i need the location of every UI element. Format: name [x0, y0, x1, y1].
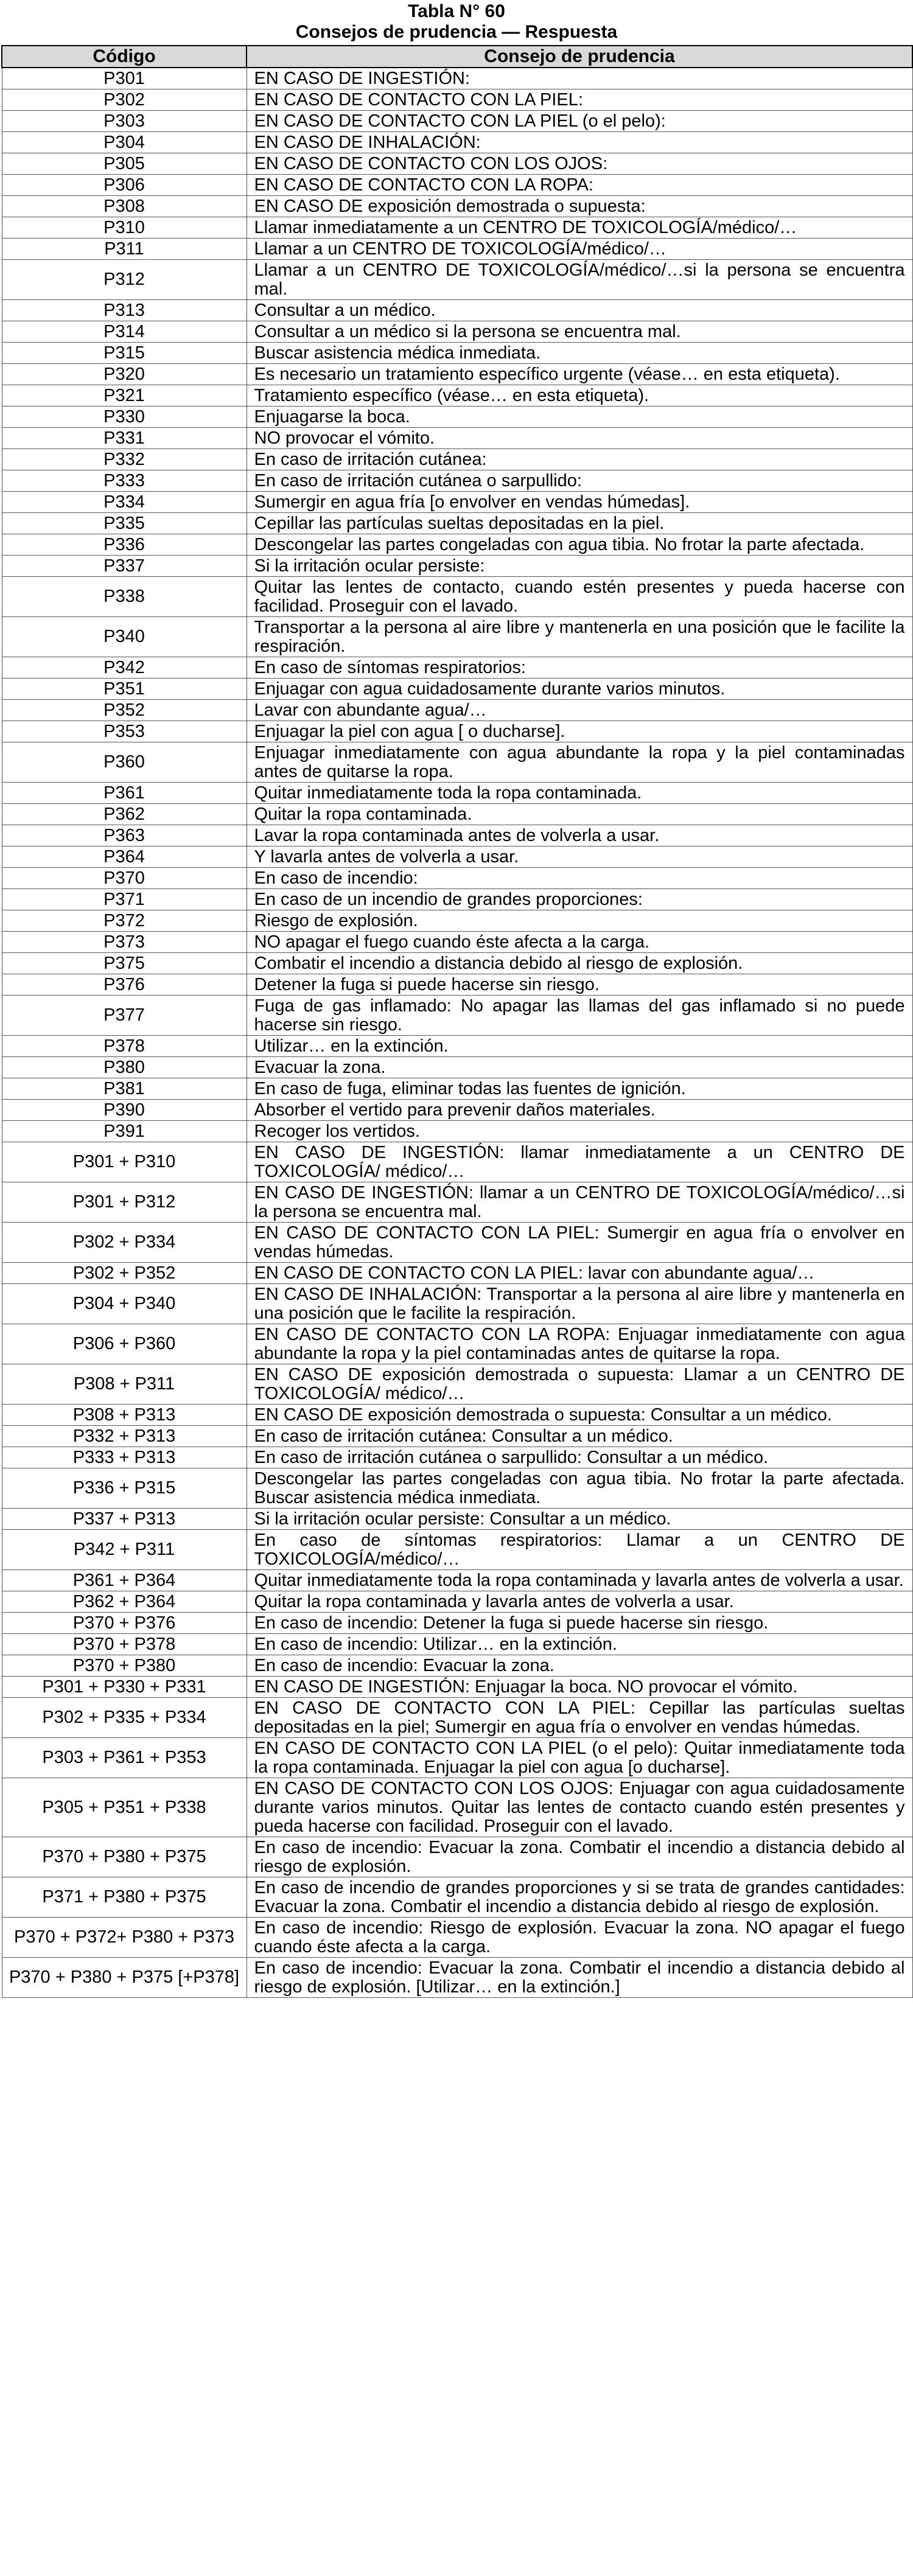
table-row	[2, 1078, 912, 1100]
table-row	[2, 1426, 912, 1447]
row-code: P372	[2, 910, 247, 932]
table-row	[2, 492, 912, 513]
table-row	[2, 700, 912, 721]
row-code: P363	[2, 825, 247, 846]
row-advice: EN CASO DE CONTACTO CON LA PIEL (o el pelo): Quitar inmediatamente toda la ropa contaminada. Enjuagar la piel con agua [o ducharse].	[247, 1738, 912, 1778]
table-row	[2, 111, 912, 132]
table-row	[2, 1738, 912, 1778]
row-advice: En caso de incendio: Riesgo de explosión. Evacuar la zona. NO apagar el fuego cuando éste afecta a la carga.	[247, 1918, 912, 1958]
row-advice: EN CASO DE INGESTIÓN: Enjuagar la boca. NO provocar el vómito.	[247, 1677, 912, 1698]
table-row	[2, 1778, 912, 1837]
row-advice: En caso de incendio: Evacuar la zona. Combatir el incendio a distancia debido al riesgo de explosión.	[247, 1837, 912, 1877]
table-row	[2, 1405, 912, 1426]
row-advice: Enjuagar la piel con agua [ o ducharse].	[247, 721, 912, 742]
row-advice: Lavar con abundante agua/…	[247, 700, 912, 721]
row-advice: EN CASO DE CONTACTO CON LA PIEL (o el pelo):	[247, 111, 912, 132]
row-code: P302 + P352	[2, 1263, 247, 1284]
row-advice: Y lavarla antes de volverla a usar.	[247, 846, 912, 868]
row-advice: En caso de síntomas respiratorios:	[247, 657, 912, 679]
table-row	[2, 300, 912, 321]
row-code: P303	[2, 111, 247, 132]
table-row	[2, 1698, 912, 1738]
row-advice: Evacuar la zona.	[247, 1057, 912, 1078]
row-advice: En caso de irritación cutánea o sarpullido: Consultar a un médico.	[247, 1447, 912, 1468]
table-row	[2, 953, 912, 974]
row-code: P373	[2, 932, 247, 953]
row-advice: Cepillar las partículas sueltas depositadas en la piel.	[247, 513, 912, 534]
row-code: P334	[2, 492, 247, 513]
table-row	[2, 1447, 912, 1468]
table-row	[2, 657, 912, 679]
table-row	[2, 868, 912, 889]
row-code: P370 + P372+ P380 + P373	[2, 1918, 247, 1958]
row-code: P370 + P378	[2, 1634, 247, 1655]
row-code: P302	[2, 89, 247, 111]
table-row	[2, 932, 912, 953]
table-row	[2, 974, 912, 996]
row-advice: Enjuagar inmediatamente con agua abundante la ropa y la piel contaminadas antes de quitarse la ropa.	[247, 742, 912, 783]
table-row	[2, 1634, 912, 1655]
table-row	[2, 556, 912, 577]
row-advice: Llamar a un CENTRO DE TOXICOLOGÍA/médico/…	[247, 239, 912, 260]
table-row	[2, 742, 912, 783]
table-row	[2, 196, 912, 217]
row-advice: EN CASO DE exposición demostrada o supuesta: Llamar a un CENTRO DE TOXICOLOGÍA/ médico/…	[247, 1364, 912, 1405]
row-code: P308	[2, 196, 247, 217]
row-advice: Quitar inmediatamente toda la ropa contaminada.	[247, 783, 912, 804]
row-advice: Quitar la ropa contaminada.	[247, 804, 912, 825]
table-row	[2, 1591, 912, 1613]
row-advice: NO provocar el vómito.	[247, 428, 912, 449]
row-advice: Quitar inmediatamente toda la ropa contaminada y lavarla antes de volverla a usar.	[247, 1570, 912, 1591]
table-row	[2, 343, 912, 364]
row-code: P371	[2, 889, 247, 910]
row-code: P330	[2, 407, 247, 428]
row-advice: Transportar a la persona al aire libre y mantenerla en una posición que le facilite la respiración.	[247, 617, 912, 657]
table-row	[2, 1182, 912, 1223]
row-code: P338	[2, 577, 247, 617]
row-advice: EN CASO DE CONTACTO CON LA PIEL: lavar con abundante agua/…	[247, 1263, 912, 1284]
table-row	[2, 577, 912, 617]
table-row	[2, 617, 912, 657]
table-row	[2, 513, 912, 534]
row-advice: Riesgo de explosión.	[247, 910, 912, 932]
row-advice: Sumergir en agua fría [o envolver en vendas húmedas].	[247, 492, 912, 513]
table-header	[2, 46, 912, 68]
row-advice: Llamar inmediatamente a un CENTRO DE TOXICOLOGÍA/médico/…	[247, 217, 912, 239]
row-advice: EN CASO DE CONTACTO CON LA ROPA: Enjuagar inmediatamente con agua abundante la ropa y la piel contaminadas antes de quitarse la ropa.	[247, 1324, 912, 1364]
row-advice: Descongelar las partes congeladas con agua tibia. No frotar la parte afectada.	[247, 534, 912, 556]
row-code: P360	[2, 742, 247, 783]
row-advice: En caso de irritación cutánea o sarpullido:	[247, 470, 912, 492]
row-code: P304 + P340	[2, 1284, 247, 1324]
table-row	[2, 910, 912, 932]
row-code: P333 + P313	[2, 1447, 247, 1468]
row-advice: Enjuagar con agua cuidadosamente durante varios minutos.	[247, 679, 912, 700]
row-code: P370	[2, 868, 247, 889]
table-row	[2, 1918, 912, 1958]
table-row	[2, 239, 912, 260]
row-code: P340	[2, 617, 247, 657]
row-advice: En caso de síntomas respiratorios: Llamar a un CENTRO DE TOXICOLOGÍA/médico/…	[247, 1530, 912, 1570]
table-row	[2, 470, 912, 492]
table-row	[2, 996, 912, 1036]
table-row	[2, 132, 912, 153]
row-code: P332 + P313	[2, 1426, 247, 1447]
table-row	[2, 68, 912, 89]
row-advice: En caso de incendio: Evacuar la zona. Combatir el incendio a distancia debido al riesgo de explosión. [Utilizar… en la extinción.]	[247, 1958, 912, 1998]
row-advice: Combatir el incendio a distancia debido al riesgo de explosión.	[247, 953, 912, 974]
table-row	[2, 1655, 912, 1677]
table-row	[2, 1121, 912, 1142]
row-advice: En caso de incendio:	[247, 868, 912, 889]
row-code: P304	[2, 132, 247, 153]
row-code: P313	[2, 300, 247, 321]
table-row	[2, 153, 912, 175]
row-code: P332	[2, 449, 247, 470]
table-row	[2, 1468, 912, 1509]
row-advice: Si la irritación ocular persiste: Consultar a un médico.	[247, 1509, 912, 1530]
row-advice: EN CASO DE INHALACIÓN:	[247, 132, 912, 153]
table-row	[2, 804, 912, 825]
row-code: P306 + P360	[2, 1324, 247, 1364]
table-row	[2, 175, 912, 196]
row-advice: En caso de incendio: Utilizar… en la extinción.	[247, 1634, 912, 1655]
row-code: P351	[2, 679, 247, 700]
table-row	[2, 321, 912, 343]
row-code: P391	[2, 1121, 247, 1142]
row-code: P362	[2, 804, 247, 825]
row-code: P310	[2, 217, 247, 239]
row-advice: EN CASO DE INGESTIÓN: llamar a un CENTRO DE TOXICOLOGÍA/médico/…si la persona se encuentra mal.	[247, 1182, 912, 1223]
row-advice: NO apagar el fuego cuando éste afecta a la carga.	[247, 932, 912, 953]
table-row	[2, 1877, 912, 1918]
table-row	[2, 825, 912, 846]
table-row	[2, 260, 912, 300]
row-code: P301	[2, 68, 247, 89]
row-code: P302 + P334	[2, 1223, 247, 1263]
table-number: Tabla N° 60	[408, 1, 505, 21]
row-advice: Consultar a un médico.	[247, 300, 912, 321]
table-row	[2, 846, 912, 868]
row-advice: EN CASO DE exposición demostrada o supuesta: Consultar a un médico.	[247, 1405, 912, 1426]
table-row	[2, 1324, 912, 1364]
table-row	[2, 428, 912, 449]
row-code: P301 + P310	[2, 1142, 247, 1182]
row-code: P375	[2, 953, 247, 974]
table-row	[2, 1284, 912, 1324]
row-code: P371 + P380 + P375	[2, 1877, 247, 1918]
row-code: P370 + P380 + P375	[2, 1837, 247, 1877]
row-advice: Descongelar las partes congeladas con agua tibia. No frotar la parte afectada. Buscar asistencia médica inmediata.	[247, 1468, 912, 1509]
row-code: P331	[2, 428, 247, 449]
row-code: P315	[2, 343, 247, 364]
row-code: P305 + P351 + P338	[2, 1778, 247, 1837]
table-row	[2, 89, 912, 111]
row-advice: En caso de irritación cutánea:	[247, 449, 912, 470]
row-code: P314	[2, 321, 247, 343]
row-advice: Si la irritación ocular persiste:	[247, 556, 912, 577]
table-row	[2, 217, 912, 239]
row-advice: En caso de fuga, eliminar todas las fuentes de ignición.	[247, 1078, 912, 1100]
row-code: P308 + P313	[2, 1405, 247, 1426]
row-code: P361 + P364	[2, 1570, 247, 1591]
table-row	[2, 1036, 912, 1057]
row-code: P377	[2, 996, 247, 1036]
row-code: P380	[2, 1057, 247, 1078]
table-row	[2, 1837, 912, 1877]
row-advice: EN CASO DE INHALACIÓN: Transportar a la persona al aire libre y mantenerla en una posición que le facilite la respiración.	[247, 1284, 912, 1324]
row-advice: Absorber el vertido para prevenir daños materiales.	[247, 1100, 912, 1121]
table-row	[2, 1142, 912, 1182]
row-advice: Quitar las lentes de contacto, cuando estén presentes y pueda hacerse con facilidad. Proseguir con el lavado.	[247, 577, 912, 617]
table-row	[2, 534, 912, 556]
table-row	[2, 407, 912, 428]
row-code: P302 + P335 + P334	[2, 1698, 247, 1738]
row-advice: Llamar a un CENTRO DE TOXICOLOGÍA/médico/…si la persona se encuentra mal.	[247, 260, 912, 300]
table-row	[2, 1263, 912, 1284]
table-row	[2, 1509, 912, 1530]
row-code: P370 + P380	[2, 1655, 247, 1677]
column-header-code: Código	[2, 46, 247, 68]
row-code: P376	[2, 974, 247, 996]
row-advice: Enjuagarse la boca.	[247, 407, 912, 428]
row-code: P361	[2, 783, 247, 804]
row-advice: En caso de incendio: Evacuar la zona.	[247, 1655, 912, 1677]
row-code: P353	[2, 721, 247, 742]
row-advice: EN CASO DE CONTACTO CON LOS OJOS: Enjuagar con agua cuidadosamente durante varios minutos. Quitar las lentes de contacto cuando estén presentes y pueda hacerse con facilidad. Proseguir con el lavado.	[247, 1778, 912, 1837]
row-advice: EN CASO DE CONTACTO CON LA ROPA:	[247, 175, 912, 196]
row-code: P305	[2, 153, 247, 175]
row-advice: Consultar a un médico si la persona se encuentra mal.	[247, 321, 912, 343]
row-advice: En caso de irritación cutánea: Consultar a un médico.	[247, 1426, 912, 1447]
table-row	[2, 1223, 912, 1263]
row-code: P336 + P315	[2, 1468, 247, 1509]
row-advice: Recoger los vertidos.	[247, 1121, 912, 1142]
row-code: P321	[2, 385, 247, 407]
table-row	[2, 1100, 912, 1121]
table-title: Consejos de prudencia — Respuesta	[295, 22, 618, 42]
table-row	[2, 889, 912, 910]
table-row	[2, 385, 912, 407]
row-advice: Detener la fuga si puede hacerse sin riesgo.	[247, 974, 912, 996]
row-code: P306	[2, 175, 247, 196]
row-advice: EN CASO DE INGESTIÓN: llamar inmediatamente a un CENTRO DE TOXICOLOGÍA/ médico/…	[247, 1142, 912, 1182]
table-row	[2, 721, 912, 742]
row-advice: Fuga de gas inflamado: No apagar las llamas del gas inflamado si no puede hacerse sin riesgo.	[247, 996, 912, 1036]
row-advice: EN CASO DE INGESTIÓN:	[247, 68, 912, 89]
row-code: P342 + P311	[2, 1530, 247, 1570]
row-advice: Es necesario un tratamiento específico urgente (véase… en esta etiqueta).	[247, 364, 912, 385]
table-row	[2, 1613, 912, 1634]
row-advice: En caso de incendio: Detener la fuga si puede hacerse sin riesgo.	[247, 1613, 912, 1634]
row-advice: EN CASO DE CONTACTO CON LA PIEL: Sumergir en agua fría o envolver en vendas húmedas.	[247, 1223, 912, 1263]
row-code: P301 + P312	[2, 1182, 247, 1223]
row-code: P364	[2, 846, 247, 868]
row-advice: Buscar asistencia médica inmediata.	[247, 343, 912, 364]
row-advice: En caso de incendio de grandes proporciones y si se trata de grandes cantidades: Evacuar la zona. Combatir el incendio a distancia debido al riesgo de explosión.	[247, 1877, 912, 1918]
row-code: P370 + P380 + P375 [+P378]	[2, 1958, 247, 1998]
row-code: P378	[2, 1036, 247, 1057]
row-code: P333	[2, 470, 247, 492]
row-advice: EN CASO DE CONTACTO CON LOS OJOS:	[247, 153, 912, 175]
table-body	[2, 68, 912, 1998]
row-code: P342	[2, 657, 247, 679]
row-advice: EN CASO DE CONTACTO CON LA PIEL:	[247, 89, 912, 111]
header-row	[2, 46, 912, 68]
row-code: P320	[2, 364, 247, 385]
row-code: P352	[2, 700, 247, 721]
column-header-advice: Consejo de prudencia	[247, 46, 912, 68]
row-code: P301 + P330 + P331	[2, 1677, 247, 1698]
row-advice: Lavar la ropa contaminada antes de volverla a usar.	[247, 825, 912, 846]
row-advice: En caso de un incendio de grandes proporciones:	[247, 889, 912, 910]
row-code: P303 + P361 + P353	[2, 1738, 247, 1778]
table-row	[2, 783, 912, 804]
table-row	[2, 449, 912, 470]
table-row	[2, 1057, 912, 1078]
row-code: P311	[2, 239, 247, 260]
row-code: P362 + P364	[2, 1591, 247, 1613]
table-row	[2, 1958, 912, 1998]
row-code: P381	[2, 1078, 247, 1100]
row-advice: EN CASO DE exposición demostrada o supuesta:	[247, 196, 912, 217]
row-code: P337	[2, 556, 247, 577]
table-row	[2, 1364, 912, 1405]
table-row	[2, 1530, 912, 1570]
row-code: P312	[2, 260, 247, 300]
table-row	[2, 679, 912, 700]
precaution-table	[1, 45, 913, 1998]
row-advice: Quitar la ropa contaminada y lavarla antes de volverla a usar.	[247, 1591, 912, 1613]
row-advice: EN CASO DE CONTACTO CON LA PIEL: Cepillar las partículas sueltas depositadas en la piel; Sumergir en agua fría o envolver en vendas húmedas.	[247, 1698, 912, 1738]
row-code: P336	[2, 534, 247, 556]
row-code: P335	[2, 513, 247, 534]
table-row	[2, 364, 912, 385]
row-code: P337 + P313	[2, 1509, 247, 1530]
row-advice: Utilizar… en la extinción.	[247, 1036, 912, 1057]
row-code: P390	[2, 1100, 247, 1121]
row-code: P308 + P311	[2, 1364, 247, 1405]
row-code: P370 + P376	[2, 1613, 247, 1634]
table-row	[2, 1677, 912, 1698]
table-row	[2, 1570, 912, 1591]
row-advice: Tratamiento específico (véase… en esta etiqueta).	[247, 385, 912, 407]
